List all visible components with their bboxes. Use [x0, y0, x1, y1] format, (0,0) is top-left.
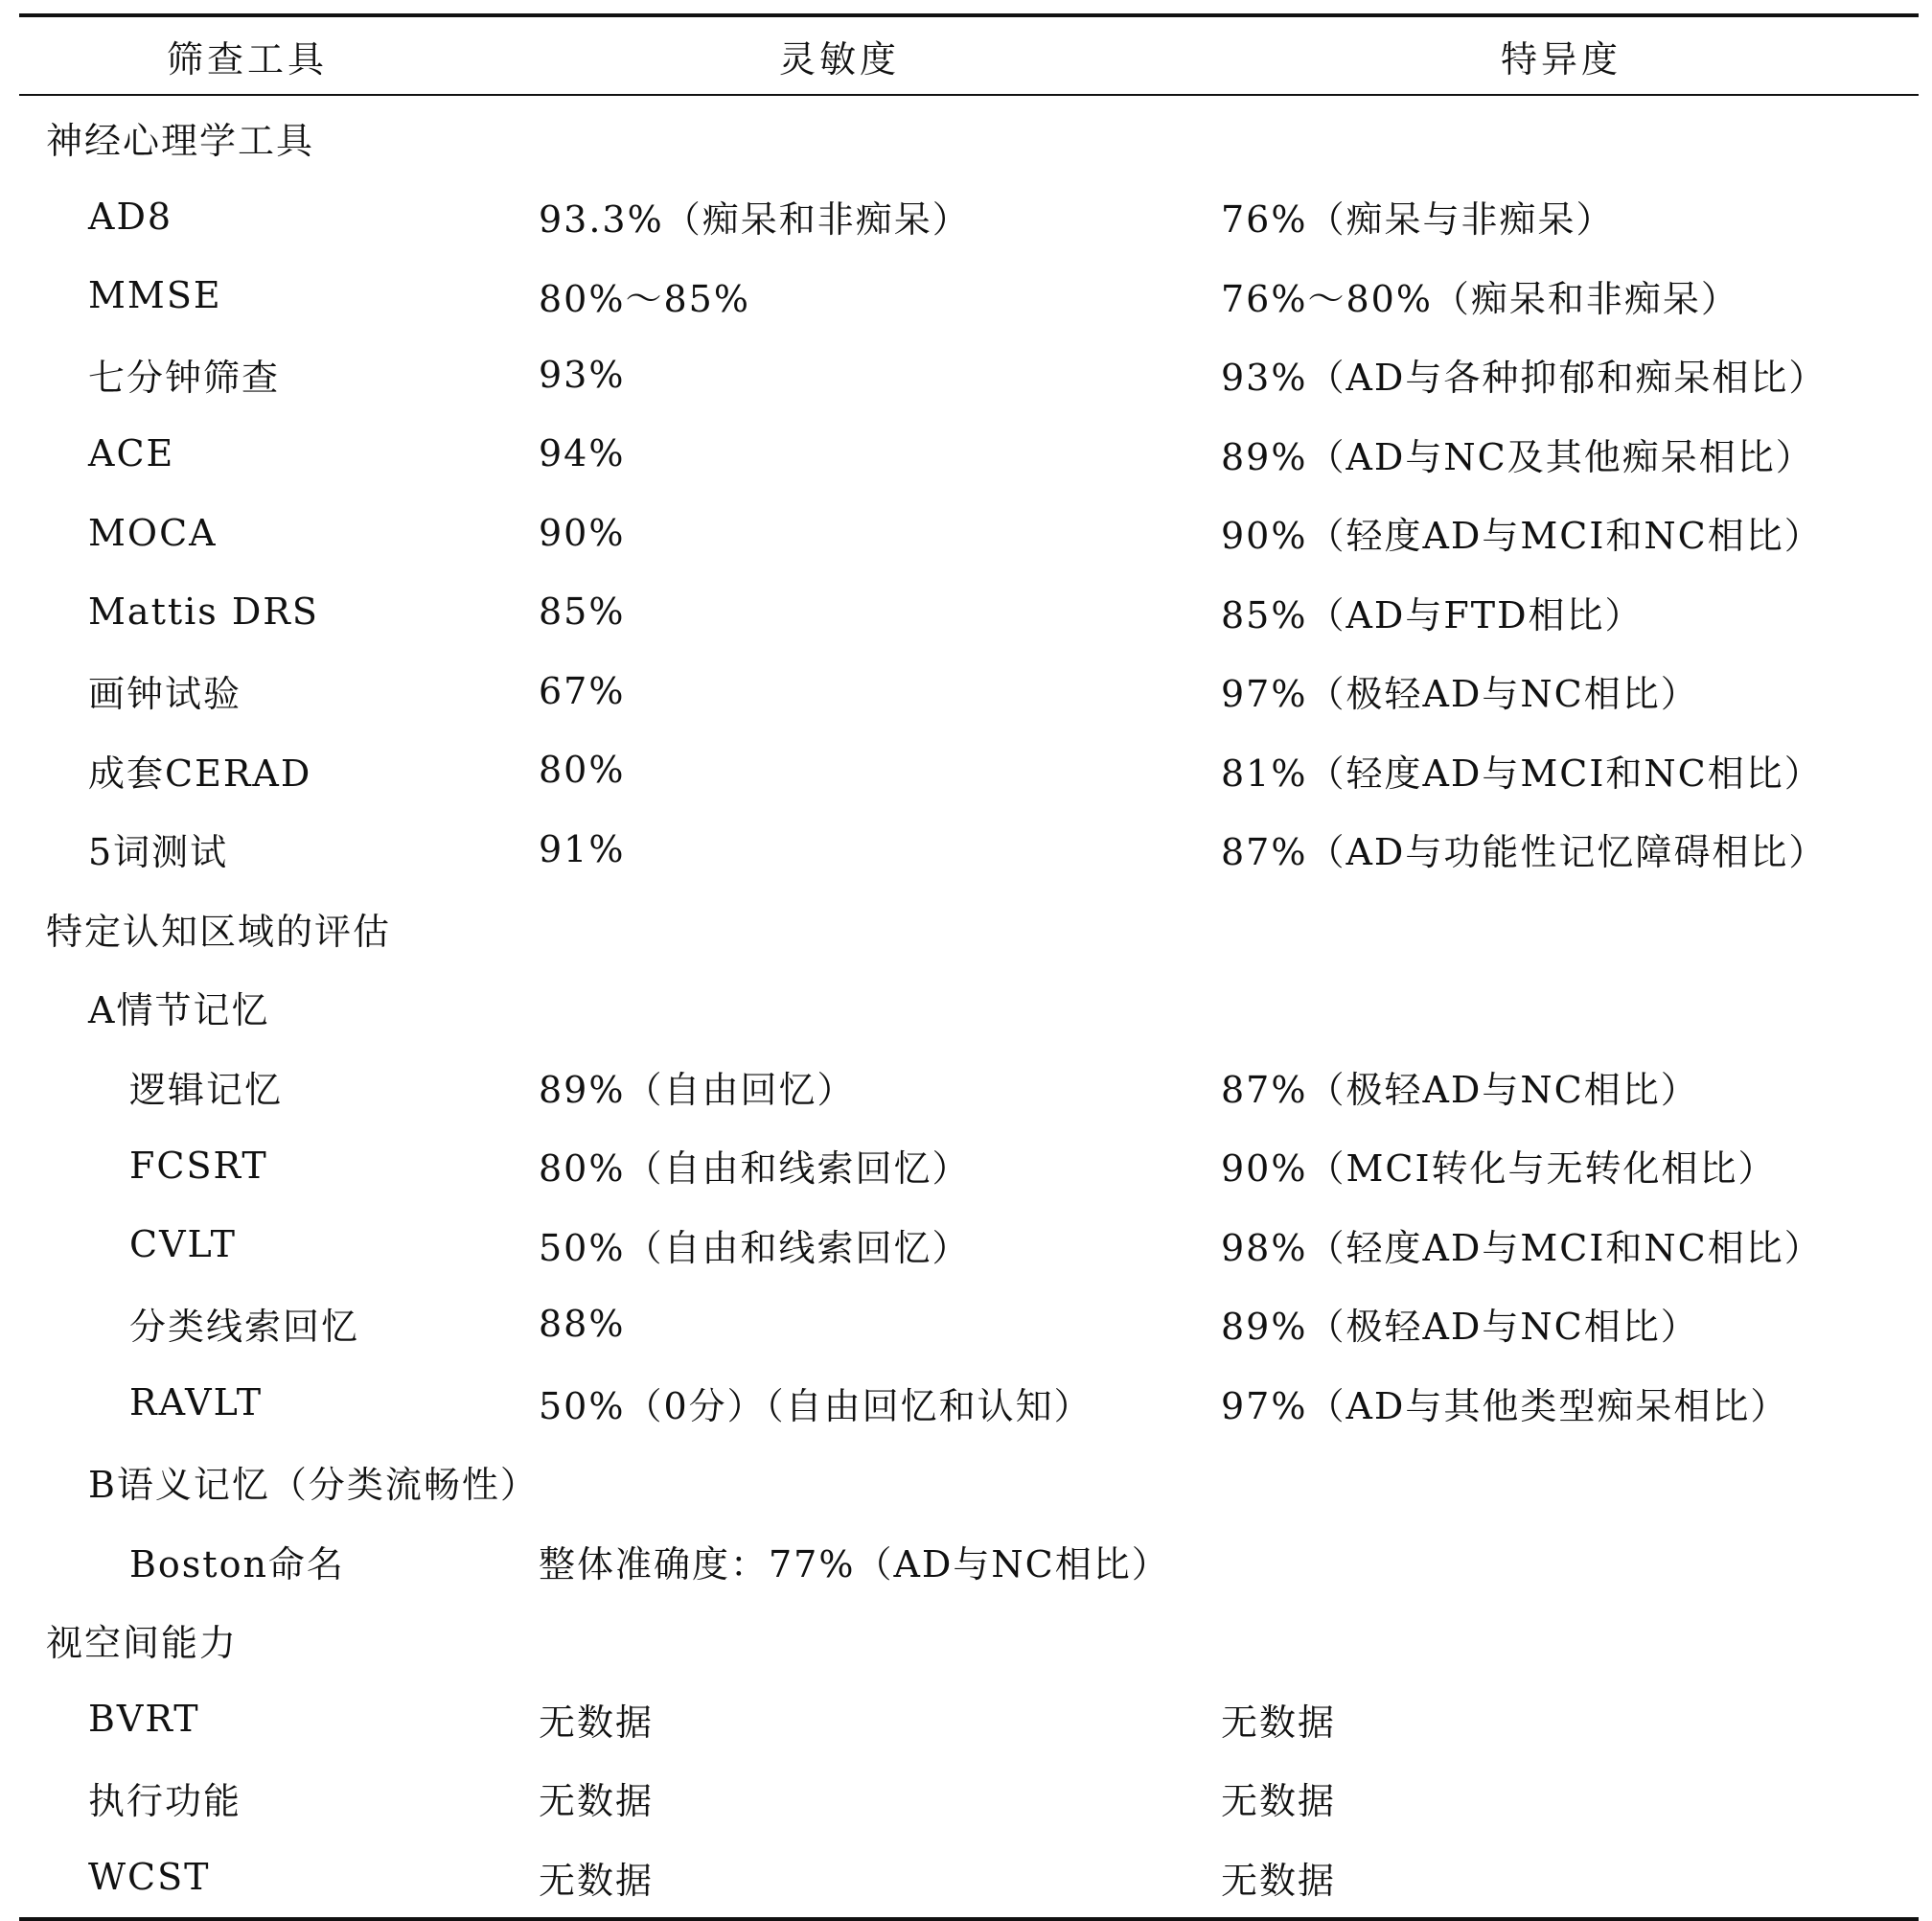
cell-specificity: 97%（极轻AD与NC相比）	[1221, 673, 1699, 716]
table-row	[19, 1759, 1919, 1839]
section-header-row	[19, 889, 1919, 968]
table-row	[19, 1679, 1919, 1759]
cell-specificity: 81%（轻度AD与MCI和NC相比）	[1221, 752, 1823, 795]
section-header-row	[19, 1601, 1919, 1680]
cell-tool: Mattis DRS	[88, 590, 319, 634]
cell-tool: MMSE	[88, 274, 222, 317]
table-row	[19, 968, 1919, 1048]
cell-tool: 执行功能	[88, 1780, 242, 1823]
cell-specificity: 87%（AD与功能性记忆障碍相比）	[1221, 831, 1828, 874]
cell-specificity: 无数据	[1221, 1701, 1337, 1744]
cell-specificity: 85%（AD与FTD相比）	[1221, 593, 1644, 636]
cell-specificity: 76%（痴呆与非痴呆）	[1221, 198, 1615, 242]
cell-specificity: 无数据	[1221, 1780, 1337, 1823]
cell-tool: 5词测试	[88, 831, 229, 874]
table-row	[19, 652, 1919, 731]
table-row	[19, 1838, 1919, 1917]
cell-specificity: 90%（轻度AD与MCI和NC相比）	[1221, 515, 1823, 558]
cell-sensitivity: 89%（自由回忆）	[539, 1068, 856, 1111]
cell-specificity: 98%（轻度AD与MCI和NC相比）	[1221, 1226, 1823, 1269]
cell-specificity: 89%（AD与NC及其他痴呆相比）	[1221, 435, 1814, 478]
table-row	[19, 810, 1919, 890]
cell-tool: 画钟试验	[88, 673, 242, 716]
cell-tool: ACE	[88, 432, 175, 475]
cell-specificity: 89%（极轻AD与NC相比）	[1221, 1306, 1699, 1349]
cell-tool: RAVLT	[129, 1381, 264, 1424]
cell-tool: A情节记忆	[88, 989, 270, 1032]
cell-tool: Boston命名	[129, 1542, 345, 1585]
table-header-row	[19, 17, 1919, 94]
cell-tool: 逻辑记忆	[129, 1068, 284, 1111]
table-row	[19, 572, 1919, 652]
cell-tool: FCSRT	[129, 1144, 268, 1187]
cell-sensitivity: 80%（自由和线索回忆）	[539, 1147, 971, 1191]
table-row	[19, 336, 1919, 415]
table-row	[19, 1363, 1919, 1443]
cell-sensitivity: 88%	[539, 1302, 626, 1345]
cell-sensitivity: 50%（0分）（自由回忆和认知）	[539, 1384, 1092, 1427]
header-sensitivity: 灵敏度	[778, 37, 900, 81]
cell-tool: 神经心理学工具	[46, 119, 315, 162]
table-row	[19, 1126, 1919, 1206]
cell-sensitivity: 91%	[539, 827, 626, 870]
cell-sensitivity: 67%	[539, 669, 626, 712]
cell-specificity: 无数据	[1221, 1859, 1337, 1902]
table-row	[19, 414, 1919, 494]
section-header-row	[19, 98, 1919, 177]
cell-tool: CVLT	[129, 1223, 237, 1266]
table-row	[19, 730, 1919, 810]
cell-specificity: 90%（MCI转化与无转化相比）	[1221, 1147, 1777, 1191]
table-row	[19, 1047, 1919, 1126]
header-tool: 筛查工具	[166, 37, 328, 81]
table-row	[19, 494, 1919, 573]
cell-tool: 视空间能力	[46, 1622, 239, 1665]
cell-specificity: 93%（AD与各种抑郁和痴呆相比）	[1221, 357, 1828, 400]
cell-sensitivity: 90%	[539, 511, 626, 554]
cell-specificity: 97%（AD与其他类型痴呆相比）	[1221, 1384, 1789, 1427]
cell-sensitivity: 94%	[539, 432, 626, 475]
table-row	[19, 1521, 1919, 1601]
cell-sensitivity: 80%	[539, 749, 626, 792]
cell-tool: B语义记忆（分类流畅性）	[88, 1464, 539, 1507]
cell-sensitivity: 无数据	[539, 1701, 655, 1744]
cell-sensitivity: 无数据	[539, 1859, 655, 1902]
cell-sensitivity: 无数据	[539, 1780, 655, 1823]
cell-tool: 成套CERAD	[88, 752, 312, 795]
cell-tool: BVRT	[88, 1698, 200, 1741]
cell-sensitivity: 80%～85%	[539, 277, 750, 320]
header-specificity: 特异度	[1500, 37, 1622, 81]
cell-tool: 七分钟筛查	[88, 357, 281, 400]
cell-sensitivity: 85%	[539, 590, 626, 634]
cell-sensitivity: 整体准确度：77%（AD与NC相比）	[539, 1542, 1170, 1585]
cell-sensitivity: 93.3%（痴呆和非痴呆）	[539, 198, 971, 242]
cell-sensitivity: 50%（自由和线索回忆）	[539, 1226, 971, 1269]
table-body	[19, 96, 1919, 1917]
cell-tool: 分类线索回忆	[129, 1306, 360, 1349]
table-row	[19, 1285, 1919, 1364]
table-row	[19, 1443, 1919, 1522]
cell-sensitivity: 93%	[539, 353, 626, 396]
table-row	[19, 256, 1919, 336]
cell-tool: WCST	[88, 1856, 211, 1899]
table-bottom-rule	[19, 1917, 1919, 1921]
table-row	[19, 177, 1919, 257]
cell-tool: 特定认知区域的评估	[46, 910, 392, 953]
cell-specificity: 76%～80%（痴呆和非痴呆）	[1221, 277, 1739, 320]
table-row	[19, 1205, 1919, 1285]
cell-tool: AD8	[88, 195, 173, 238]
screening-tools-table	[19, 13, 1919, 1921]
cell-specificity: 87%（极轻AD与NC相比）	[1221, 1068, 1699, 1111]
cell-tool: MOCA	[88, 511, 218, 554]
